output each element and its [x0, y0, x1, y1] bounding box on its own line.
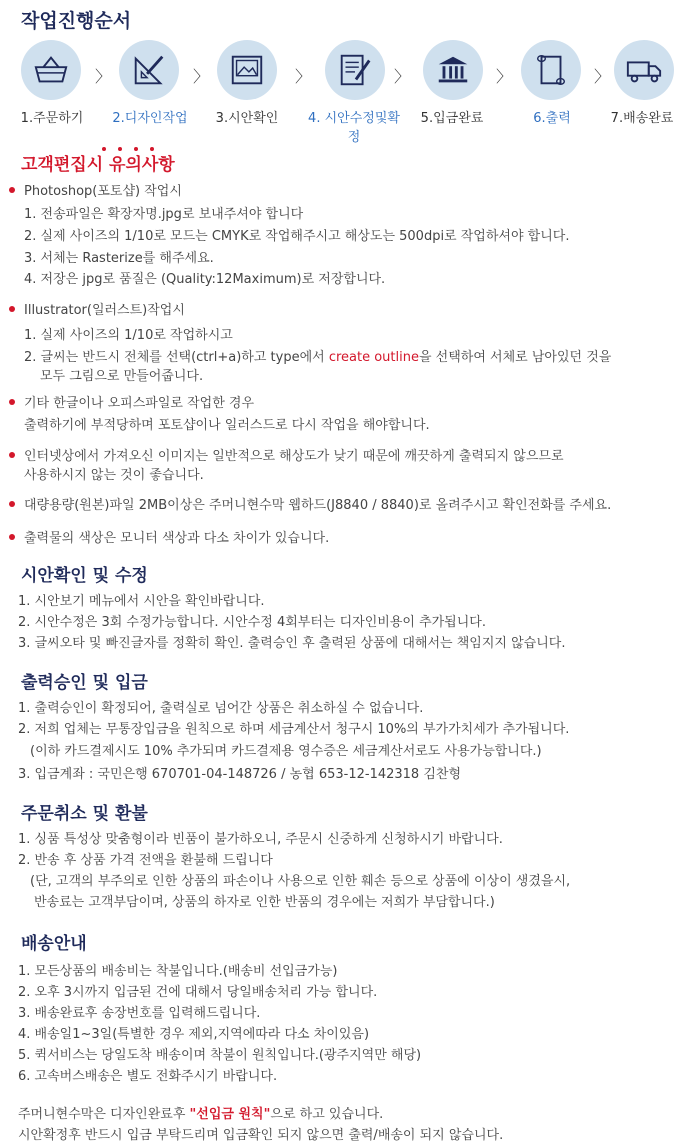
etc-title: 기타 한글이나 오피스파일로 작업한 경우 — [24, 396, 255, 411]
chevron-right-icon: 〉 — [193, 67, 210, 86]
step-7-circle — [614, 40, 674, 100]
truck-icon — [625, 51, 663, 89]
etc-line: 출력하기에 부적당하며 포토샵이나 일러스드로 다시 작업을 해야합니다. — [24, 418, 430, 433]
refund-item: 1. 싱품 특성상 맞춤형이라 빈품이 불가하오니, 주문시 신중하게 신청하시기 바랍니다. — [18, 832, 503, 847]
basket-icon — [32, 51, 70, 89]
approval-section-title: 출력승인 및 입금 — [21, 673, 148, 693]
bullet-dot — [9, 306, 15, 312]
step-4-circle — [325, 40, 385, 100]
create-outline-highlight: create outline — [328, 350, 419, 365]
approval-item: 1. 출력승인이 확정되어, 출력실로 넘어간 상품은 취소하실 수 없습니다. — [18, 701, 424, 716]
illustrator-title: Illustrator(일러스트)작업시 — [24, 303, 185, 318]
refund-item: 2. 반송 후 상품 가격 전액을 환불해 드립니다 — [18, 853, 273, 868]
notice-title: 고객편집시 유의사항 — [21, 155, 175, 175]
illustrator-item — [24, 346, 611, 365]
step-2-label: 2.디자인작업 — [112, 111, 188, 126]
step-3-label: 3.시안확인 — [215, 111, 279, 126]
step-4-label: 4. 시안수정및확정 — [308, 111, 400, 145]
bank-icon — [434, 51, 472, 89]
step-6-label: 6.출력 — [533, 111, 571, 126]
large-file-note: 대량용량(원본)파일 2MB이상은 주머니현수막 웹하드(J8840 / 8840)로 올려주시고 확인전화를 주세요. — [24, 498, 612, 513]
internet-note: 사용하시지 않는 것이 좋습니다. — [24, 468, 204, 483]
color-note: 출력물의 색상은 모니터 색상과 다소 차이가 있습니다. — [24, 531, 330, 546]
picture-icon — [228, 51, 266, 89]
photoshop-item: 1. 전송파일은 확장자명.jpg로 보내주셔야 합니다 — [24, 207, 304, 222]
photoshop-title: Photoshop(포토샵) 작업시 — [24, 184, 182, 199]
step-5-circle — [423, 40, 483, 100]
design-ruler-icon — [130, 51, 168, 89]
delivery-item: 1. 모든상품의 배송비는 착불입니다.(배송비 선입금가능) — [18, 964, 338, 979]
bullet-dot — [9, 452, 15, 458]
delivery-item: 4. 배송일1~3일(특별한 경우 제외,지역에따라 다소 차이있음) — [18, 1027, 370, 1042]
chevron-right-icon: 〉 — [496, 67, 513, 86]
step-6-circle — [521, 40, 581, 100]
proof-item: 3. 글씨오타 및 빠진글자를 정확히 확인. 출력승인 후 출력된 상품에 대해서는 책임지지 않습니다. — [18, 636, 566, 651]
chevron-right-icon: 〉 — [394, 67, 411, 86]
chevron-right-icon: 〉 — [95, 67, 112, 86]
page-title: 작업진행순서 — [21, 10, 132, 32]
prepayment-highlight: "선입금 원칙" — [189, 1107, 271, 1122]
step-3-circle — [217, 40, 277, 100]
illustrator-item-text: 2. 글씨는 반드시 전체를 선택(ctrl+a)하고 type에서 — [24, 350, 329, 365]
step-1-circle — [21, 40, 81, 100]
delivery-item: 5. 퀵서비스는 당일도착 배송이며 착불이 원칙입니다.(광주지역만 해당) — [18, 1048, 422, 1063]
approval-item: (이하 카드결제시도 10% 추가되며 카드결제용 영수증은 세금계산서로도 사용가능합니다.) — [30, 744, 542, 759]
step-1-label: 1.주문하기 — [20, 111, 84, 126]
chevron-right-icon: 〉 — [594, 67, 611, 86]
internet-note: 인터넷상에서 가져오신 이미지는 일반적으로 해상도가 낮기 때문에 깨끗하게 출력되지 않으므로 — [24, 449, 564, 464]
step-5-label: 5.입금완료 — [420, 111, 484, 126]
footer-text: 으로 하고 있습니다. — [270, 1107, 384, 1122]
photoshop-item: 3. 서체는 Rasterize를 해주세요. — [24, 251, 214, 266]
photoshop-item: 4. 저장은 jpg로 품질은 (Quality:12Maximum)로 저장합니다. — [24, 272, 386, 287]
proof-section-title: 시안확인 및 수정 — [21, 566, 148, 586]
chevron-right-icon: 〉 — [295, 67, 312, 86]
refund-item: (단, 고객의 부주의로 인한 상품의 파손이나 사용으로 인한 훼손 등으로 상품에 이상이 생겼을시, — [30, 874, 571, 889]
print-roll-icon — [532, 51, 570, 89]
illustrator-item-cont: 모두 그림으로 만들어줍니다. — [40, 369, 204, 384]
bullet-dot — [9, 501, 15, 507]
proof-item: 1. 시안보기 메뉴에서 시안을 확인바랍니다. — [18, 594, 265, 609]
illustrator-item-text: 을 선택하여 서체로 남아있던 것을 — [418, 350, 612, 365]
document-edit-icon — [336, 51, 374, 89]
step-7-label: 7.배송완료 — [610, 111, 674, 126]
bullet-dot — [9, 399, 15, 405]
approval-item: 3. 입금계좌 : 국민은행 670701-04-148726 / 농협 653-12-142318 김찬형 — [18, 767, 462, 782]
bullet-dot — [9, 534, 15, 540]
delivery-item: 6. 고속버스배송은 별도 전화주시기 바랍니다. — [18, 1069, 278, 1084]
photoshop-item: 2. 실제 사이즈의 1/10로 모드는 CMYK로 작업해주시고 해상도는 500dpi로 작업하셔야 합니다. — [24, 229, 570, 244]
refund-item: 반송료는 고객부담이며, 상품의 하자로 인한 반품의 경우에는 저희가 부담합니다.) — [34, 895, 495, 910]
step-2-circle — [119, 40, 179, 100]
delivery-item: 3. 배송완료후 송장번호를 입력해드립니다. — [18, 1006, 261, 1021]
delivery-section-title: 배송안내 — [21, 934, 87, 954]
refund-section-title: 주문취소 및 환불 — [21, 804, 148, 824]
illustrator-item: 1. 실제 사이즈의 1/10로 작업하시고 — [24, 328, 233, 343]
footer-text: 주머니현수막은 디자인완료후 — [18, 1107, 190, 1122]
bullet-dot — [9, 187, 15, 193]
footer-line-1 — [18, 1103, 383, 1122]
proof-item: 2. 시안수정은 3회 수정가능합니다. 시안수정 4회부터는 디자인비용이 추가됩니다. — [18, 615, 486, 630]
approval-item: 2. 저희 업체는 무통장입금을 원칙으로 하며 세금계산서 청구시 10%의 부가가치세가 추가됩니다. — [18, 722, 570, 737]
delivery-item: 2. 오후 3시까지 입금된 건에 대해서 당일배송처리 가능 합니다. — [18, 985, 378, 1000]
footer-line-2: 시안확정후 반드시 입금 부탁드리며 입금확인 되지 않으면 출력/배송이 되지 않습니다. — [18, 1128, 504, 1143]
